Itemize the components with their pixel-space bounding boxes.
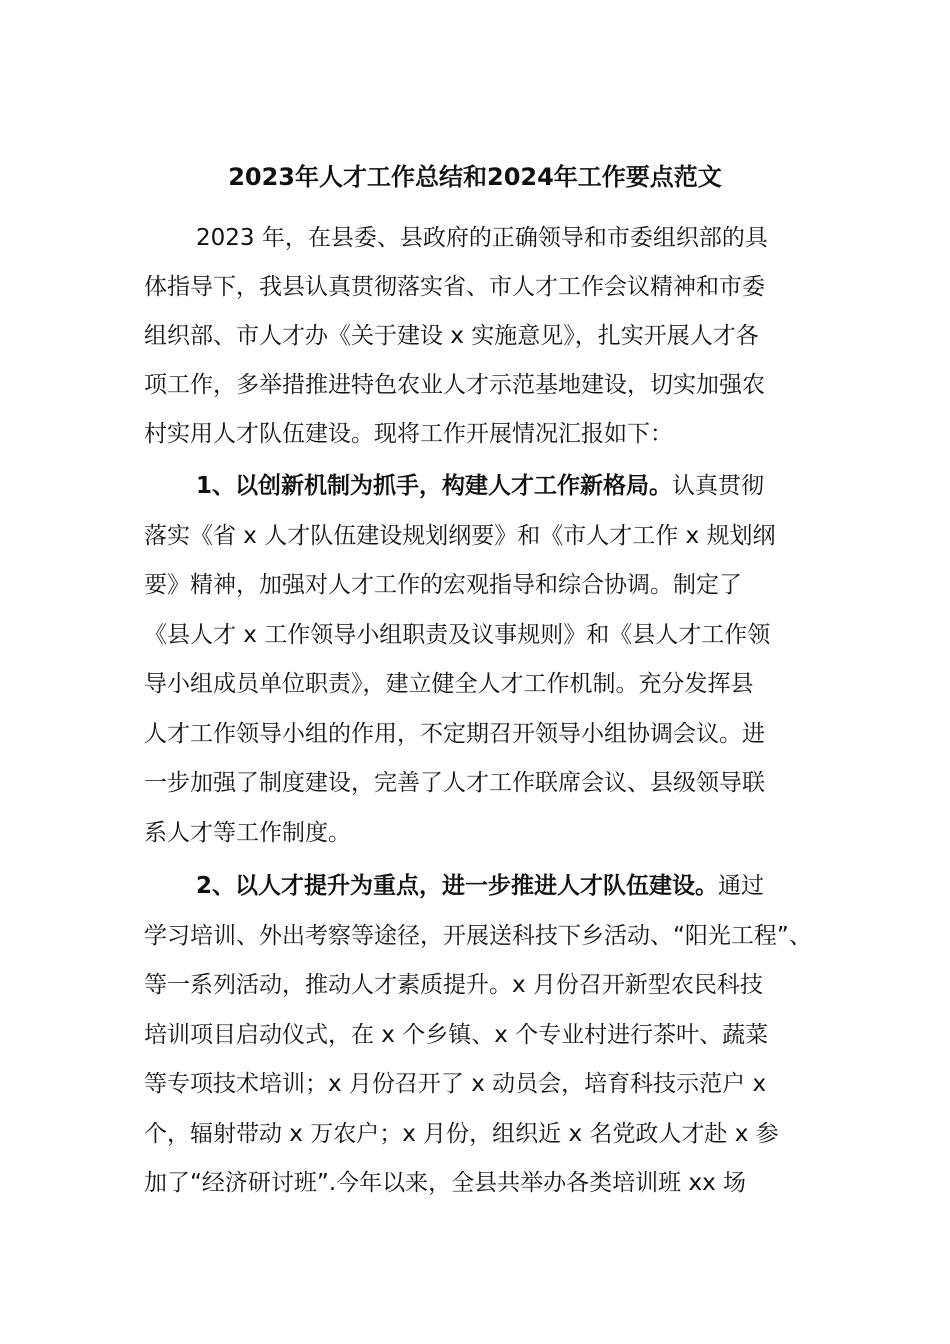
section1-line-2: 落实《省 x 人才队伍建设规划纲要》和《市人才工作 x 规划纲	[144, 523, 776, 549]
section2-heading: 2、以人才提升为重点，进一步推进人才队伍建设。	[196, 873, 719, 899]
section2-first-line	[196, 871, 764, 901]
document-title: 2023年人才工作总结和2024年工作要点范文	[228, 163, 722, 191]
section2-line-7: 加了“经济研讨班”.今年以来，全县共举办各类培训班 xx 场	[144, 1170, 746, 1196]
intro-line-3: 组织部、市人才办《关于建设 x 实施意见》，扎实开展人才各	[144, 323, 759, 349]
intro-line-1: 2023 年，在县委、县政府的正确领导和市委组织部的具	[196, 225, 768, 251]
section1-line-5: 导小组成员单位职责》，建立健全人才工作机制。充分发挥县	[144, 671, 754, 697]
section1-line-4: 《县人才 x 工作领导小组职责及议事规则》和《县人才工作领	[144, 622, 771, 648]
section1-line-3: 要》精神，加强对人才工作的宏观指导和综合协调。制定了	[144, 572, 742, 598]
intro-line-2: 体指导下，我县认真贯彻落实省、市人才工作会议精神和市委	[144, 274, 765, 300]
section2-line-4: 培训项目启动仪式，在 x 个乡镇、x 个专业村进行茶叶、蔬菜	[144, 1022, 769, 1048]
section2-line-6: 个，辐射带动 x 万农户；x 月份，组织近 x 名党政人才赴 x 参	[144, 1121, 779, 1147]
intro-line-5: 村实用人才队伍建设。现将工作开展情况汇报如下：	[144, 421, 673, 447]
intro-line-4: 项工作，多举措推进特色农业人才示范基地建设，切实加强农	[144, 372, 765, 398]
section2-line-3: 等一系列活动，推动人才素质提升。x 月份召开新型农民科技	[144, 972, 763, 998]
section1-line-7: 一步加强了制度建设，完善了人才工作联席会议、县级领导联	[144, 770, 765, 796]
section2-line-5: 等专项技术培训；x 月份召开了 x 动员会，培育科技示范户 x	[144, 1071, 767, 1097]
section1-line-8: 系人才等工作制度。	[144, 820, 351, 846]
section2-line-2: 学习培训、外出考察等途径，开展送科技下乡活动、“阳光工程”、	[144, 923, 812, 949]
section1-line-6: 人才工作领导小组的作用，不定期召开领导小组协调会议。进	[144, 721, 765, 747]
section2-first-line-rest: 通过	[718, 873, 765, 899]
section1-first-line-rest: 认真贯彻	[672, 473, 765, 499]
section1-heading: 1、以创新机制为抓手，构建人才工作新格局。	[196, 473, 673, 499]
section1-first-line	[196, 471, 764, 501]
